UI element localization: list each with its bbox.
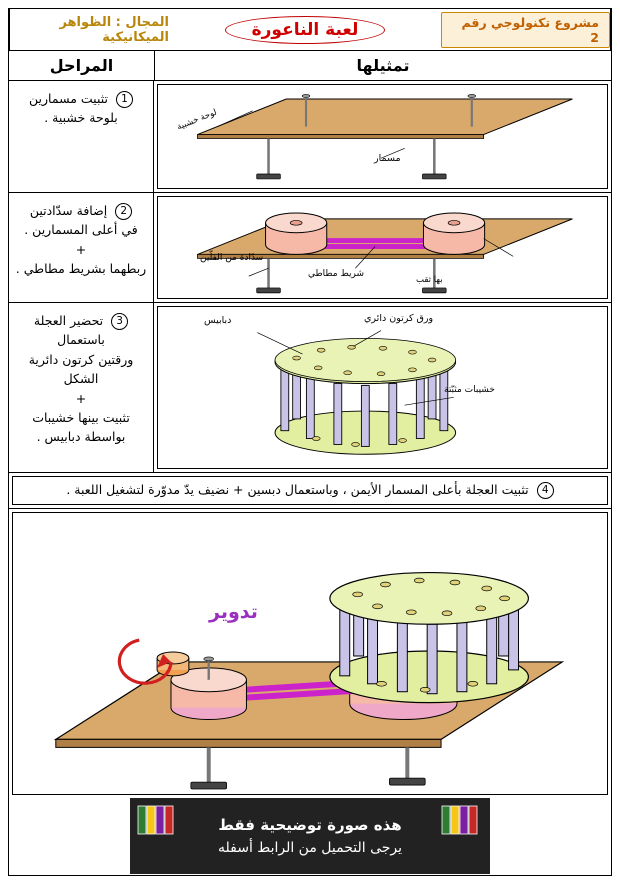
step-3-line-1: تحضير العجلة باستعمال: [33, 313, 105, 348]
step-4-band: [9, 476, 611, 509]
table-row: [9, 303, 611, 473]
step-4-sentence: تثبيت العجلة بأعلى المسمار الأيمن ، وباستعمال دبسين + نضيف يدّ مدوّرة لتشغيل اللعبة .: [66, 482, 529, 497]
header-domain-cell: [9, 9, 169, 50]
figure-4-svg: [13, 513, 607, 794]
step-3-line-2: ورقتين كرتون دائرية الشكل: [28, 351, 134, 387]
table-row: [9, 193, 611, 303]
label-sticks: خشيبات مثبّتة: [444, 385, 495, 395]
step-number-2: 2: [115, 203, 132, 220]
table-row: [9, 81, 611, 193]
header: [9, 9, 611, 51]
label-rotation: تدوير: [209, 601, 258, 623]
step-2-line-2: في أعلى المسمارين .: [24, 222, 138, 238]
step-number-4: 4: [537, 482, 554, 499]
figure-step-3: [157, 306, 608, 469]
figure-2-svg: [158, 197, 607, 298]
step-3-line-4: تثبيت بينها خشيبات: [32, 409, 130, 425]
figure-step-4: [12, 512, 608, 795]
watermark-overlay: [130, 798, 490, 874]
label-pins: دبابيس: [204, 315, 232, 326]
books-icon-right: [440, 802, 484, 836]
label-cardboard: ورق كرتون دائري: [364, 313, 434, 324]
step-2-line-4: ربطهما بشريط مطاطي .: [15, 261, 147, 277]
sheet-border: [8, 8, 612, 876]
step-3-text: [9, 303, 154, 472]
step-number-3: 3: [111, 313, 128, 330]
domain-label: المجال : الظواهر الميكانيكية: [59, 14, 169, 45]
watermark-line-1: هذه صورة توضيحية فقط: [218, 816, 402, 834]
header-project-cell: [441, 9, 611, 50]
step-3-line-5: بواسطة دبابيس .: [36, 429, 126, 445]
column-header-steps: المراحل: [9, 51, 155, 80]
step-1-line-2: بلوحة خشبية .: [44, 110, 118, 126]
step-1-line-1: تثبيت مسمارين: [29, 91, 108, 106]
label-cork: سدّادة من الفلّين: [200, 253, 264, 263]
step-number-1: 1: [116, 91, 133, 108]
page-title: لعبة الناعورة: [225, 16, 386, 44]
label-rubber: شريط مطاطي: [308, 269, 365, 279]
step-2-line-3: +: [75, 241, 87, 257]
figure-3-svg: [158, 307, 607, 468]
figure-1-svg: [158, 85, 607, 188]
figure-step-2: [157, 196, 608, 299]
step-2-text: [9, 193, 154, 302]
label-nail: مسمار: [374, 153, 401, 164]
header-title-cell: [169, 9, 441, 50]
books-icon-left: [136, 802, 180, 836]
column-headers: [9, 51, 611, 81]
column-header-representation: تمثيلها: [356, 56, 410, 75]
figure-step-1: [157, 84, 608, 189]
step-3-line-3: +: [75, 390, 87, 406]
step-2-line-1: إضافة سدّادتين: [29, 203, 108, 218]
step-4-text: [12, 476, 608, 505]
label-hole: بها ثقب: [416, 275, 443, 285]
step-1-text: [9, 81, 154, 192]
project-label: مشروع تكنولوجي رقم 2: [441, 12, 610, 48]
watermark-line-2: يرجى التحميل من الرابط أسفله: [217, 840, 403, 856]
label-board: لوحة خشبية: [175, 107, 219, 133]
